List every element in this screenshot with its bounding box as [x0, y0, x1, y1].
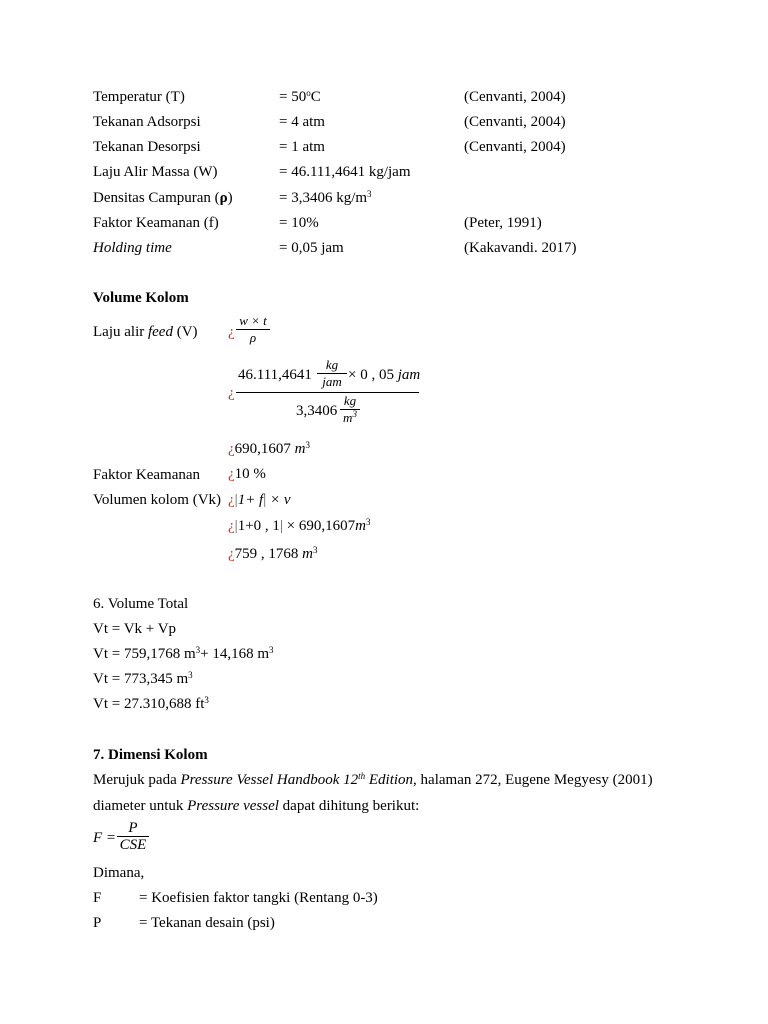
param-value-adsorption-pressure: = 4 atm [279, 114, 325, 130]
volume-total-line: Vt = 773,345 $m^3$ [93, 670, 193, 687]
substitution-holding-time: × 0 , 05 jam [348, 367, 421, 383]
substitution-mass-flow: 46.111,4641 [238, 367, 312, 383]
column-volume-formula: ¿|1+ f| × v [228, 492, 291, 508]
substitution-density: 3,3406 [296, 403, 338, 419]
section-heading-volume-kolom: Volume Kolom [93, 290, 189, 306]
param-label-mass-flow: Laju Alir Massa (W) [93, 164, 218, 180]
formula-f-denominator: CSE [117, 836, 149, 853]
feed-flow-label: Laju alir feed (V) [93, 324, 198, 340]
param-value-mass-flow: = 46.111,4641 kg/jam [279, 164, 411, 180]
formula-flow-fraction [236, 313, 270, 346]
safety-factor-value: ¿10 % [228, 466, 266, 482]
substitution-density-unit: $\frac{kg}{m^3}$ [340, 393, 360, 426]
volume-total-line: Vt = 27.310,688 $ft^3$ [93, 695, 209, 712]
param-label-adsorption-pressure: Tekanan Adsorpsi [93, 114, 201, 130]
formula-f-lhs: F = [93, 830, 117, 846]
formula-flow-denominator: ρ [236, 329, 270, 346]
section-heading-volume-total: 6. Volume Total [93, 596, 189, 612]
equals-glyph: ¿ [228, 385, 235, 401]
param-label-holding-time: Holding time [93, 240, 172, 256]
substitution-mass-unit: kg jam [317, 357, 347, 390]
param-ref-safety-factor: (Peter, 1991) [464, 215, 542, 231]
param-ref-adsorption-pressure: (Cenvanti, 2004) [464, 114, 566, 130]
param-label-temperature: Temperatur (T) [93, 89, 185, 105]
param-value-holding-time: = 0,05 jam [279, 240, 344, 256]
dimensi-paragraph-line-2: diameter untuk Pressure vessel dapat dihitung berikut: [93, 798, 420, 814]
formula-f-fraction [117, 820, 149, 853]
column-volume-label: Volumen kolom (Vk) [93, 492, 222, 508]
volume-total-line: Vt = Vk + Vp [93, 621, 177, 637]
section-heading-dimensi-kolom: 7. Dimensi Kolom [93, 747, 208, 763]
param-ref-holding-time: (Kakavandi. 2017) [464, 240, 577, 256]
definition-symbol: F [93, 890, 102, 906]
equals-glyph: ¿ [228, 324, 235, 340]
param-value-safety-factor: = 10% [279, 215, 319, 231]
param-ref-temperature: (Cenvanti, 2004) [464, 89, 566, 105]
fraction-bar [236, 392, 419, 393]
definition-symbol: P [93, 915, 102, 931]
formula-flow-numerator: w × t [239, 313, 267, 328]
param-value-temperature: = $50^oC$ [279, 88, 321, 105]
definition-description: = Koefisien faktor tangki (Rentang 0-3) [139, 890, 378, 906]
param-ref-desorption-pressure: (Cenvanti, 2004) [464, 139, 566, 155]
dimana-label: Dimana, [93, 865, 145, 881]
param-value-density: = 3,3406 $kg/m^3$ [279, 189, 372, 206]
param-label-desorption-pressure: Tekanan Desorpsi [93, 139, 201, 155]
feed-flow-result: ¿690,1607 $m^3$ [228, 440, 311, 457]
formula-f-numerator: P [128, 820, 138, 836]
column-volume-result: ¿759 , 1768 $m^3$ [228, 545, 318, 562]
param-value-desorption-pressure: = 1 atm [279, 139, 325, 155]
safety-factor-label: Faktor Keamanan [93, 467, 201, 483]
definition-description: = Tekanan desain (psi) [139, 915, 275, 931]
dimensi-paragraph-line-1: Merujuk pada Pressure Vessel Handbook 12th Edition, halaman 272, Eugene Megyesy (2001) [93, 771, 653, 788]
param-label-density: Densitas Campuran (ρ) [93, 190, 233, 206]
column-volume-substitution: ¿|1+0 , $1| \times 690,1607m^3$ [228, 517, 371, 534]
param-label-safety-factor: Faktor Keamanan (f) [93, 215, 219, 231]
volume-total-line: Vt = 759,1768 $m^3+ 14,168$ $m^3$ [93, 645, 274, 662]
